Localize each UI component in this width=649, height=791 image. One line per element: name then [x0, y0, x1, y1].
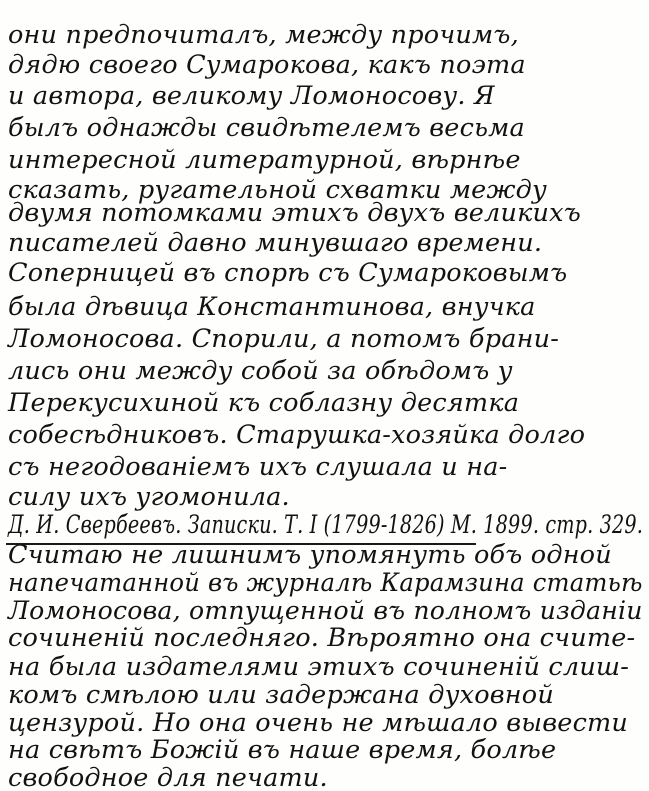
manuscript-line: Считаю не лишнимъ упомянуть объ одной	[8, 540, 612, 570]
manuscript-line: напечатанной въ журналѣ Карамзина статьѣ	[8, 568, 643, 598]
manuscript-citation: Д. И. Свербеевъ. Записки. Т. I (1799-1826) М. 1899. стр. 329.	[8, 510, 644, 540]
manuscript-line: Ломоносова. Спорили, а потомъ брани-	[8, 324, 560, 354]
manuscript-line: они предпочиталъ, между прочимъ,	[8, 20, 519, 50]
manuscript-line: писателей давно минувшаго времени.	[8, 228, 543, 258]
manuscript-line: силу ихъ угомонила.	[8, 482, 290, 512]
manuscript-line: Перекусихиной къ соблазну десятка	[8, 388, 520, 418]
manuscript-line: собесѣдниковъ. Старушка-хозяйка долго	[8, 420, 586, 450]
manuscript-line: Соперницей въ спорѣ съ Сумароковымъ	[8, 258, 568, 288]
manuscript-line: комъ смѣлою или задержана духовной	[8, 680, 554, 710]
manuscript-line: Ломоносова, отпущенной въ полномъ изданіи	[8, 596, 643, 626]
manuscript-line: былъ однажды свидѣтелемъ весьма	[8, 113, 525, 143]
manuscript-line: дядю своего Сумарокова, какъ поэта	[8, 50, 526, 80]
manuscript-line: съ негодованіемъ ихъ слушала и на-	[8, 452, 508, 482]
manuscript-line: была дѣвица Константинова, внучка	[8, 292, 536, 322]
manuscript-line: на была издателями этихъ сочиненій слиш-	[8, 652, 630, 682]
manuscript-line: цензурой. Но она очень не мѣшало вывести	[8, 708, 629, 738]
manuscript-line: на свѣтъ Божій въ наше время, болѣе	[8, 735, 557, 765]
manuscript-line: сочиненій последняго. Вѣроятно она счите-	[8, 623, 636, 653]
manuscript-line: сказать, ругательной схватки между	[8, 175, 547, 205]
manuscript-line: свободное для печати.	[8, 763, 328, 791]
manuscript-line: лись они между собой за обѣдомъ у	[8, 356, 513, 386]
manuscript-line: и автора, великому Ломоносову. Я	[8, 81, 495, 111]
manuscript-line: интересной литературной, вѣрнѣе	[8, 145, 521, 175]
manuscript-line: двумя потомками этихъ двухъ великихъ	[8, 198, 581, 228]
